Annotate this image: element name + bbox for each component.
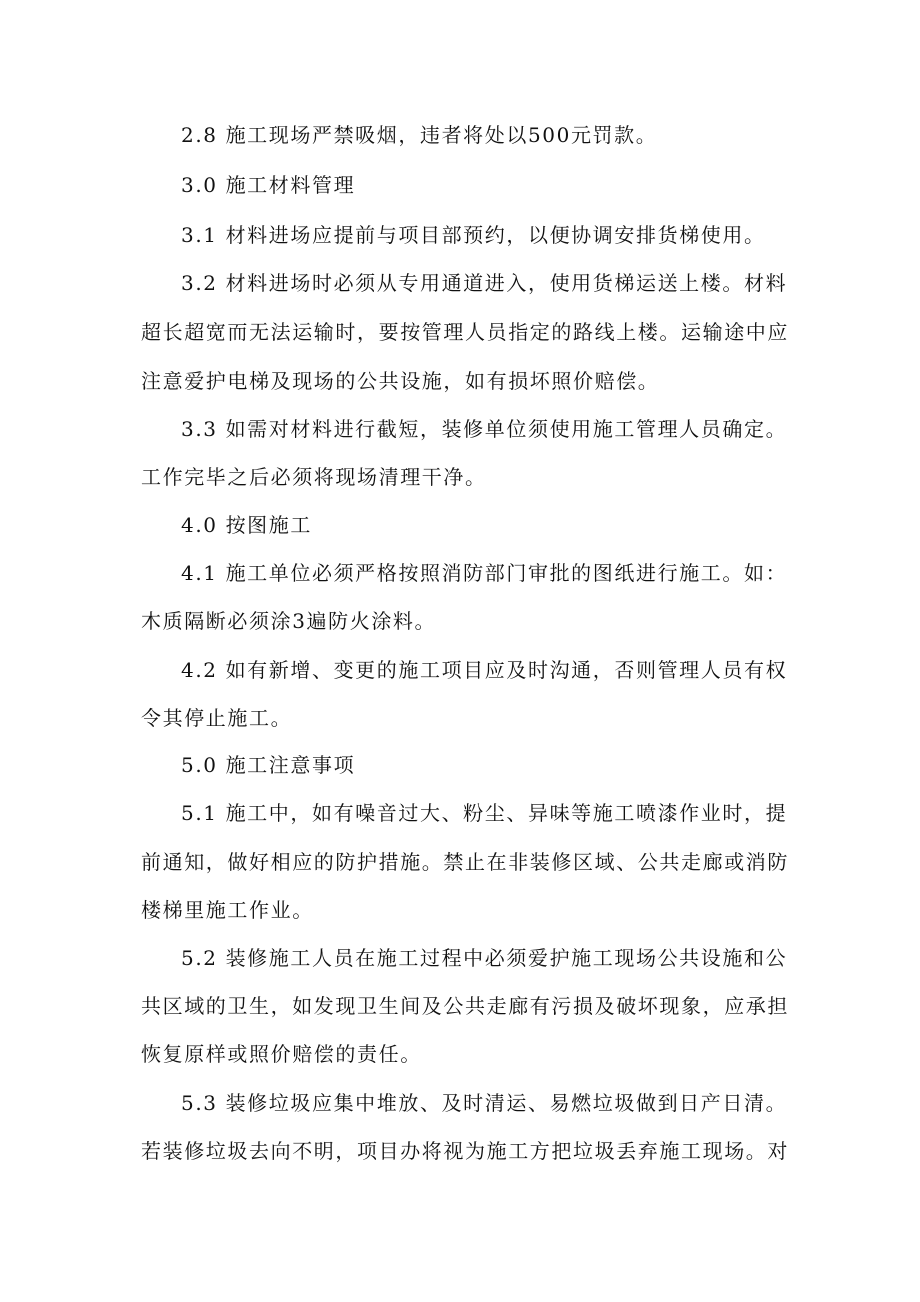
heading-3-0: 3.0 施工材料管理 — [181, 173, 356, 197]
heading-5-0: 5.0 施工注意事项 — [181, 753, 356, 777]
paragraph-4-2-line-1: 4.2 如有新增、变更的施工项目应及时沟通，否则管理人员有权 — [181, 658, 788, 682]
paragraph-4-1-line-2: 木质隔断必须涂3遍防火涂料。 — [141, 609, 437, 633]
paragraph-3-3-line-1: 3.3 如需对材料进行截短，装修单位须使用施工管理人员确定。 — [181, 417, 788, 441]
paragraph-5-1-line-3: 楼梯里施工作业。 — [141, 898, 314, 922]
paragraph-5-1-line-2: 前通知，做好相应的防护措施。禁止在非装修区域、公共走廊或消防 — [141, 850, 789, 874]
paragraph-3-3-line-2: 工作完毕之后必须将现场清理干净。 — [141, 465, 487, 489]
paragraph-3-2-line-3: 注意爱护电梯及现场的公共设施，如有损坏照价赔偿。 — [141, 369, 660, 393]
paragraph-4-2-line-2: 令其停止施工。 — [141, 706, 293, 730]
paragraph-3-1: 3.1 材料进场应提前与项目部预约，以便协调安排货梯使用。 — [181, 223, 766, 247]
paragraph-5-1-line-1: 5.1 施工中，如有噪音过大、粉尘、异味等施工喷漆作业时，提 — [181, 801, 788, 825]
paragraph-5-2-line-1: 5.2 装修施工人员在施工过程中必须爱护施工现场公共设施和公 — [181, 946, 788, 970]
paragraph-3-2-line-2: 超长超宽而无法运输时，要按管理人员指定的路线上楼。运输途中应 — [141, 320, 789, 344]
paragraph-5-3-line-1: 5.3 装修垃圾应集中堆放、及时清运、易燃垃圾做到日产日清。 — [181, 1091, 788, 1115]
heading-4-0: 4.0 按图施工 — [181, 513, 312, 537]
paragraph-5-3-line-2: 若装修垃圾去向不明，项目办将视为施工方把垃圾丢弃施工现场。对 — [141, 1139, 789, 1163]
paragraph-4-1-line-1: 4.1 施工单位必须严格按照消防部门审批的图纸进行施工。如： — [181, 561, 788, 585]
paragraph-5-2-line-3: 恢复原样或照价赔偿的责任。 — [141, 1042, 422, 1066]
paragraph-2-8: 2.8 施工现场严禁吸烟，违者将处以500元罚款。 — [181, 123, 658, 147]
paragraph-5-2-line-2: 共区域的卫生，如发现卫生间及公共走廊有污损及破坏现象，应承担 — [141, 994, 789, 1018]
paragraph-3-2-line-1: 3.2 材料进场时必须从专用通道进入，使用货梯运送上楼。材料 — [181, 271, 788, 295]
